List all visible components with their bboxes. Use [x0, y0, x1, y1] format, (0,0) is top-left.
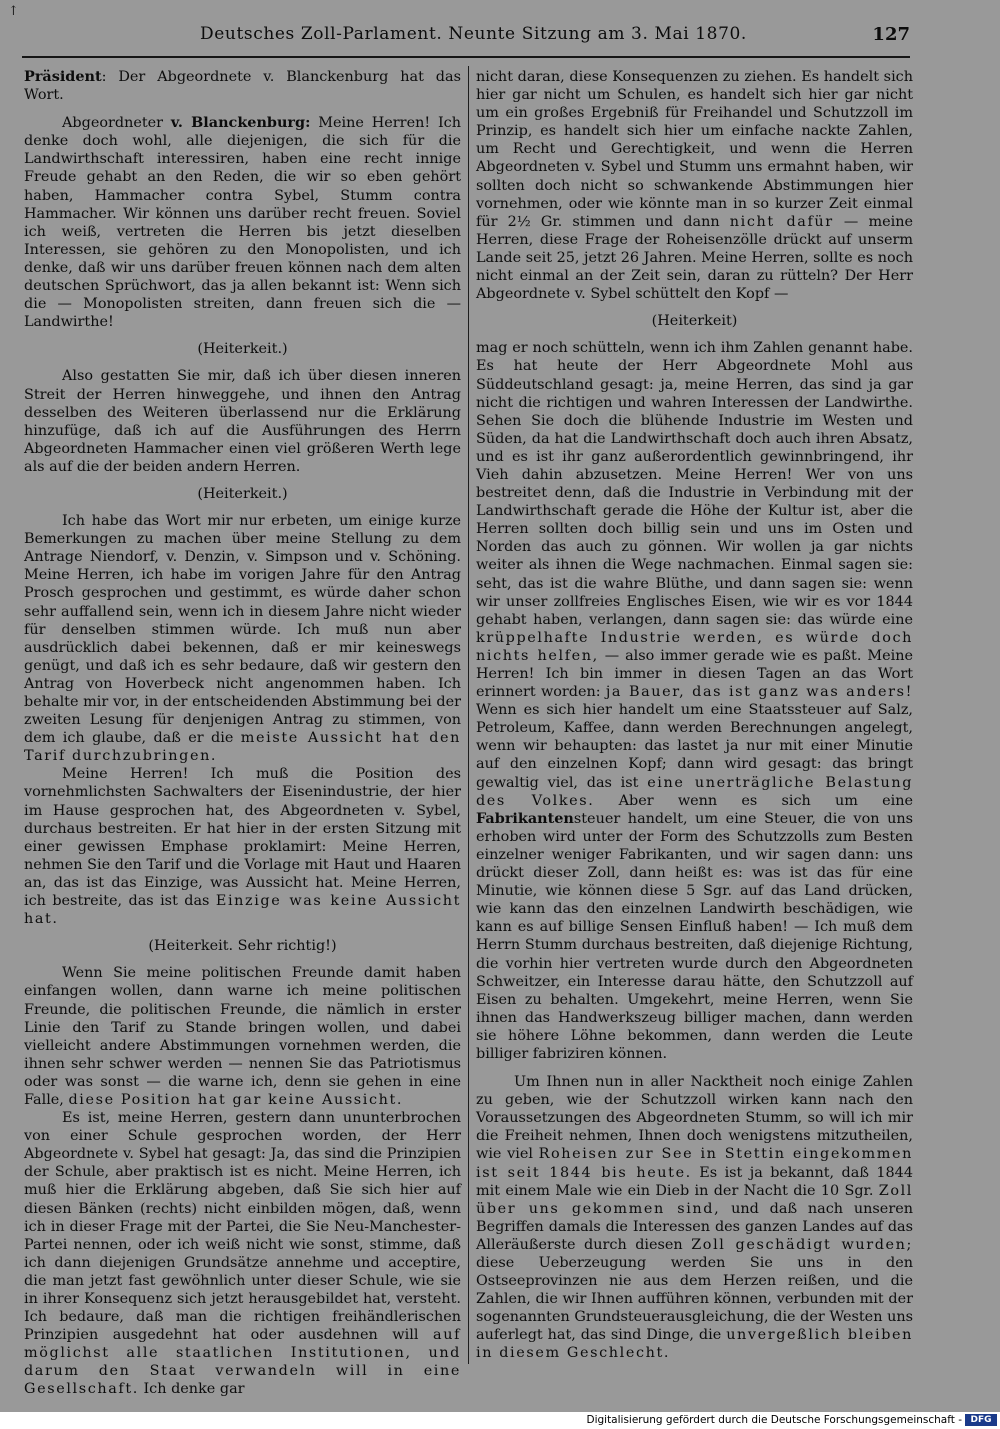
- spaced-emphasis: Zoll über uns gekommen sind,: [476, 1182, 913, 1217]
- spaced-emphasis: krüppelhafte Industrie werden, es würde doch nichts helfen,: [476, 629, 913, 664]
- running-header: [200, 24, 910, 50]
- speaker-name: Präsident: [24, 68, 102, 85]
- paragraph: Abgeordneter v. Blanckenburg: Meine Herren! Ich denke doch wohl, alle diejenigen, die sich für die Landwirthschaft interessiren, haben eine recht innige Freude gehabt an den Reden, die wir so eben gehört haben, Hammacher contra Sybel, Stumm contra Hammacher. Wir können uns darüber recht freuen. Soviel ich weiß, vertreten die Herren bis jetzt dieselben Interessen, sie gehören zu den Monopolisten, und ich denke, daß wir uns darüber freuen können nach dem alten deutschen Sprüchwort, das ja allen bekannt ist: Wenn sich die — Monopolisten streiten, dann freuen sich die — Landwirthe!: [24, 114, 461, 331]
- running-title: Deutsches Zoll-Parlament. Neunte Sitzung am 3. Mai 1870.: [200, 24, 747, 44]
- paragraph: nicht daran, diese Konsequenzen zu ziehen. Es handelt sich hier gar nicht um Schulen, es handelt sich hier gar nicht um ein großes Ergebniß für Freihandel und Schutzzoll im Prinzip, es handelt sich hier um einfache nackte Zahlen, um Recht und Gerechtigkeit, und wenn die Herren Abgeordneten v. Sybel und Stumm uns ermahnt haben, wir sollten doch nicht so schwankende Abstimmungen hier vornehmen, oder wie könnte man in so kurzer Zeit einmal für 2½ Gr. stimmen und dann nicht dafür — meine Herren, diese Frage der Roheisenzölle drückt auf unserm Lande seit 25, jetzt 26 Jahren. Meine Herren, sollte es noch nicht einmal an der Zeit sein, daran zu rütteln? Der Herr Abgeordnete v. Sybel schüttelt den Kopf —: [476, 69, 914, 303]
- speaker-name: v. Blanckenburg:: [170, 114, 311, 132]
- spaced-emphasis: diese Position hat gar keine Aussicht.: [68, 1091, 404, 1108]
- paragraph: Meine Herren! Ich muß die Position des vornehmlichsten Sachwalters der Eisenindustrie, der hier im Hause gesprochen hat, des Abgeordneten v. Sybel, durchaus bestreiten. Er hat hier in der ersten Sitzung mit einer gewissen Emphase proklamirt: Meine Herren, nehmen Sie den Tarif und die Vorlage mit Haut und Haaren an, das ist das Einzige, was Aussicht hat. Meine Herren, ich bestreite, das ist das Einzige was keine Aussicht hat.: [24, 766, 461, 928]
- stage-direction: (Heiterkeit. Sehr richtig!): [148, 938, 337, 955]
- paragraph: Präsident: Der Abgeordnete v. Blanckenburg hat das Wort.: [24, 68, 461, 104]
- spaced-emphasis: Einzige was keine Aussicht hat.: [24, 893, 461, 928]
- header-rule: [22, 56, 910, 58]
- stage-direction: (Heiterkeit): [651, 313, 738, 330]
- spaced-emphasis: ja Bauer, das ist ganz was anders!: [605, 684, 913, 701]
- left-column: [24, 68, 461, 1399]
- spaced-emphasis: auf möglichst alle staatlichen Institutionen, und darum den Staat verwandeln will in eine Gesellschaft.: [24, 1327, 461, 1398]
- funding-credit: Digitalisierung gefördert durch die Deutsche Forschungsgemeinschaft -: [586, 1414, 962, 1426]
- spaced-emphasis: nicht dafür: [729, 213, 834, 230]
- spaced-emphasis: meiste Aussicht hat den Tarif durchzubringen.: [24, 730, 461, 765]
- paragraph: Um Ihnen nun in aller Nacktheit noch einige Zahlen zu geben, wie der Schutzzoll wirken kann nach den Voraussetzungen des Abgeordneten Stumm, so will ich mir die Freiheit nehmen, Ihnen doch wenigstens mitzutheilen, wie viel Roheisen zur See in Stettin eingekommen ist seit 1844 bis heute. Es ist ja bekannt, daß 1844 mit einem Male wie ein Dieb in der Nacht die 10 Sgr. Zoll über uns gekommen sind, und daß nach unseren Begriffen damals die Interessen des ganzen Landes auf das Alleräußerste durch diesen Zoll geschädigt wurden; diese Ueberzeugung werden Sie uns in den Ostseeprovinzen nie aus dem Herzen reißen, und die Zahlen, die wir Ihnen aufführen können, verbunden mit der sogenannten Grundsteuerausgleichung, die der Westen uns auferlegt hat, das sind Dinge, die unvergeßlich bleiben in diesem Geschlecht.: [476, 1074, 913, 1362]
- corner-mark: ↑: [8, 4, 19, 19]
- stage-direction: (Heiterkeit.): [197, 485, 288, 502]
- dfg-logo: DFG: [965, 1414, 997, 1426]
- spaced-emphasis: Roheisen zur See in Stettin eingekommen ist seit 1844 bis heute.: [476, 1146, 913, 1181]
- paragraph: Ich habe das Wort mir nur erbeten, um einige kurze Bemerkungen zu machen über meine Stellung zu dem Antrage Niendorf, v. Denzin, v. Simpson und v. Schöning. Meine Herren, ich habe im vorigen Jahre für den Antrag Prosch gesprochen und gestimmt, es würde daher schon sehr auffallend sein, wenn ich in diesem Jahre nicht wieder für denselben stimmen würde. Ich muß nun aber ausdrücklich dabei bekennen, daß er mir keineswegs genügt, und daß ich es sehr bedaure, daß wir gestern den Antrag von Hoverbeck nicht angenommen haben. Ich behalte mir vor, in der entscheidenden Abstimmung bei der zweiten Lesung für denjenigen Antrag zu stimmen, von dem ich glaube, daß er die meiste Aussicht hat den Tarif durchzubringen.: [24, 513, 461, 765]
- stage-direction: (Heiterkeit.): [197, 341, 288, 358]
- page-number: 127: [872, 24, 910, 45]
- spaced-emphasis: eine unerträgliche Belastung des Volkes.: [476, 774, 914, 809]
- right-column: [476, 68, 913, 1363]
- bold-emphasis: Fabrikanten: [476, 809, 574, 827]
- spaced-emphasis: unvergeßlich bleiben in diesem Geschlecht.: [476, 1327, 913, 1362]
- spaced-emphasis: Zoll geschädigt wurden;: [691, 1236, 913, 1253]
- digitization-footer: [0, 1412, 1000, 1429]
- column-divider: [468, 66, 469, 1364]
- paragraph: mag er noch schütteln, wenn ich ihm Zahlen genannt habe. Es hat heute der Herr Abgeordnete Mohl aus Süddeutschland gesagt: ja, meine Herren, das sind ja gar nicht die richtigen und wahren Interessen der Landwirthe. Sehen Sie doch die blühende Industrie im Westen und Süden, da hat die Landwirthschaft doch auch ihren Absatz, und es ist ihr ganz außerordentlich gewinnbringend, ihr Vieh dahin abzusetzen. Meine Herren! Wer von uns bestreitet denn, daß die Industrie in Verbindung mit der Landwirthschaft gerade die Höhe der Kultur ist, aber die Herren sollten doch billig sein und uns im Osten und Norden das auch zu gönnen. Wir wollen ja gar nichts weiter als ihnen die Wege nachmachen. Einmal sagen sie: seht, das ist die wahre Blüthe, und dann sagen sie: wenn wir unser zollfreies Englisches Eisen, wie wir es vor 1844 gehabt haben, verlangen, dann sagen sie: das würde eine krüppelhafte Industrie werden, es würde doch nichts helfen, — also immer gerade wie es paßt. Meine Herren! Ich bin immer in diesen Tagen an das Wort erinnert worden: ja Bauer, das ist ganz was anders! Wenn es sich hier handelt um eine Staatssteuer auf Salz, Petroleum, Kaffee, dann werden Berechnungen angelegt, wenn wir behaupten: das lastet ja nur mit einer Minutie auf den einzelnen Kopf; dann wird gesagt: das bringt gewaltig viel, das ist eine unerträgliche Belastung des Volkes. Aber wenn es sich um eine Fabrikantensteuer handelt, um eine Steuer, die von uns erhoben wird unter der Form des Schutzzolls zum Besten einzelner weniger Fabrikanten, und wir sagen dann: uns drückt dieser Zoll, dann heißt es: was ist das für eine Minutie, wie können diese 5 Sgr. auf das Land drücken, wie kann das den einzelnen Landwirth beschädigen, wie kann es auf billige Sensen Einfluß haben! — Ich muß dem Herrn Stumm durchaus bestreiten, daß diejenige Richtung, die vorhin hier vertreten wurde durch den Abgeordneten Schweitzer, ein Interesse darau hätte, den Schutzzoll auf Eisen zu behalten. Umgekehrt, meine Herren, wenn Sie ihnen das Handwerkszeug billiger machen, dann werden sie höhere Löhne bekommen, dann werden die Leute billiger fabriziren können.: [476, 340, 914, 1062]
- paragraph: Wenn Sie meine politischen Freunde damit haben einfangen wollen, dann warne ich meine politischen Freunde, die politischen Freunde, die nämlich in erster Linie den Tarif zu Stande bringen wollen, und dabei vielleicht andere Abstimmungen vornehmen werden, die ihnen sehr schwer werden — nennen Sie das Patriotismus oder was sonst — die warne ich, denn sie gehen in eine Falle, diese Position hat gar keine Aussicht.: [24, 965, 461, 1108]
- paragraph: Es ist, meine Herren, gestern dann ununterbrochen von einer Schule gesprochen worden, der Herr Abgeordnete v. Sybel hat gesagt: Ja, das sind die Prinzipien der Schule, aber praktisch ist es nicht. Meine Herren, ich muß hier die Erklärung abgeben, daß Sie sich hier auf diesen Bänken (rechts) nicht einbilden mögen, daß, wenn ich in dieser Frage mit der Partei, die Sie Neu-Manchester-Partei nennen, oder ich weiß nicht wie sonst, stimme, daß ich dann diejenigen Grundsätze annehme und acceptire, die man jetzt fast gewöhnlich unter dieser Schule, wie sie in ihrer Konsequenz sich jetzt herausgebildet hat, versteht. Ich bedaure, daß man die richtigen freihändlerischen Prinzipien ausgedehnt hat oder ausdehnen will auf möglichst alle staatlichen Institutionen, und darum den Staat verwandeln will in eine Gesellschaft. Ich denke gar: [24, 1110, 461, 1398]
- paragraph: Also gestatten Sie mir, daß ich über diesen inneren Streit der Herren hinweggehe, und ihnen den Antrag desselben des Weiteren überlassend nur die Erklärung hinzufüge, daß ich auf die Ausführungen des Herrn Abgeordneten Hammacher einen viel größeren Werth lege als auf die der beiden andern Herren.: [24, 368, 461, 475]
